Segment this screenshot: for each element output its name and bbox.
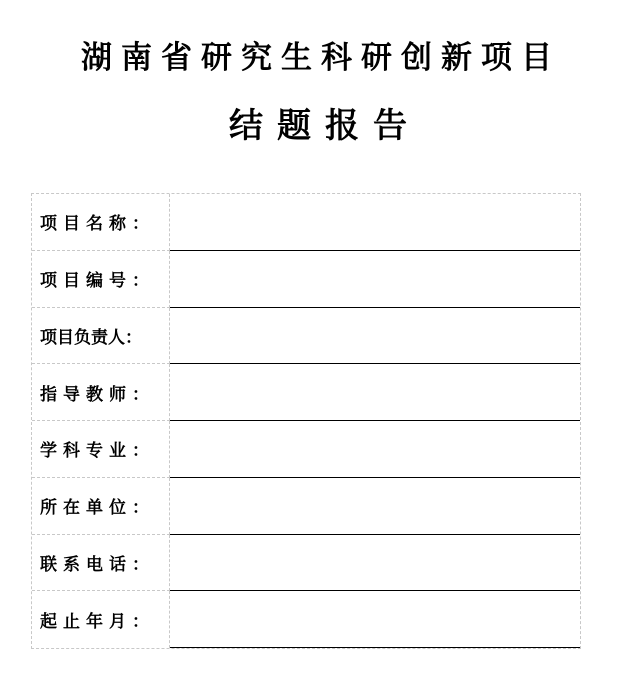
- advisor-label: 指导教师：: [32, 364, 170, 421]
- discipline-field[interactable]: [170, 421, 580, 478]
- form-row-affiliation: [32, 478, 580, 535]
- project-name-field[interactable]: [170, 194, 580, 251]
- period-label: 起止年月：: [32, 591, 170, 648]
- discipline-label: 学科专业：: [32, 421, 170, 478]
- form-row-advisor: [32, 364, 580, 421]
- phone-field[interactable]: [170, 535, 580, 592]
- form-row-project-leader: [32, 308, 580, 365]
- form-row-phone: [32, 535, 580, 592]
- form-row-discipline: [32, 421, 580, 478]
- project-leader-label: 项目负责人：: [32, 308, 170, 365]
- affiliation-label: 所在单位：: [32, 478, 170, 535]
- period-field[interactable]: [170, 591, 580, 648]
- advisor-field[interactable]: [170, 364, 580, 421]
- form-row-period: [32, 591, 580, 648]
- project-leader-field[interactable]: [170, 308, 580, 365]
- project-number-label: 项目编号：: [32, 251, 170, 308]
- document-title: 湖南省研究生科研创新项目: [81, 40, 561, 76]
- document-subtitle: 结题报告: [229, 106, 421, 146]
- affiliation-field[interactable]: [170, 478, 580, 535]
- project-name-label: 项目名称：: [32, 194, 170, 251]
- form-row-project-name: [32, 194, 580, 251]
- cover-info-form: [31, 193, 581, 649]
- project-number-field[interactable]: [170, 251, 580, 308]
- phone-label: 联系电话：: [32, 535, 170, 592]
- form-row-project-number: [32, 251, 580, 308]
